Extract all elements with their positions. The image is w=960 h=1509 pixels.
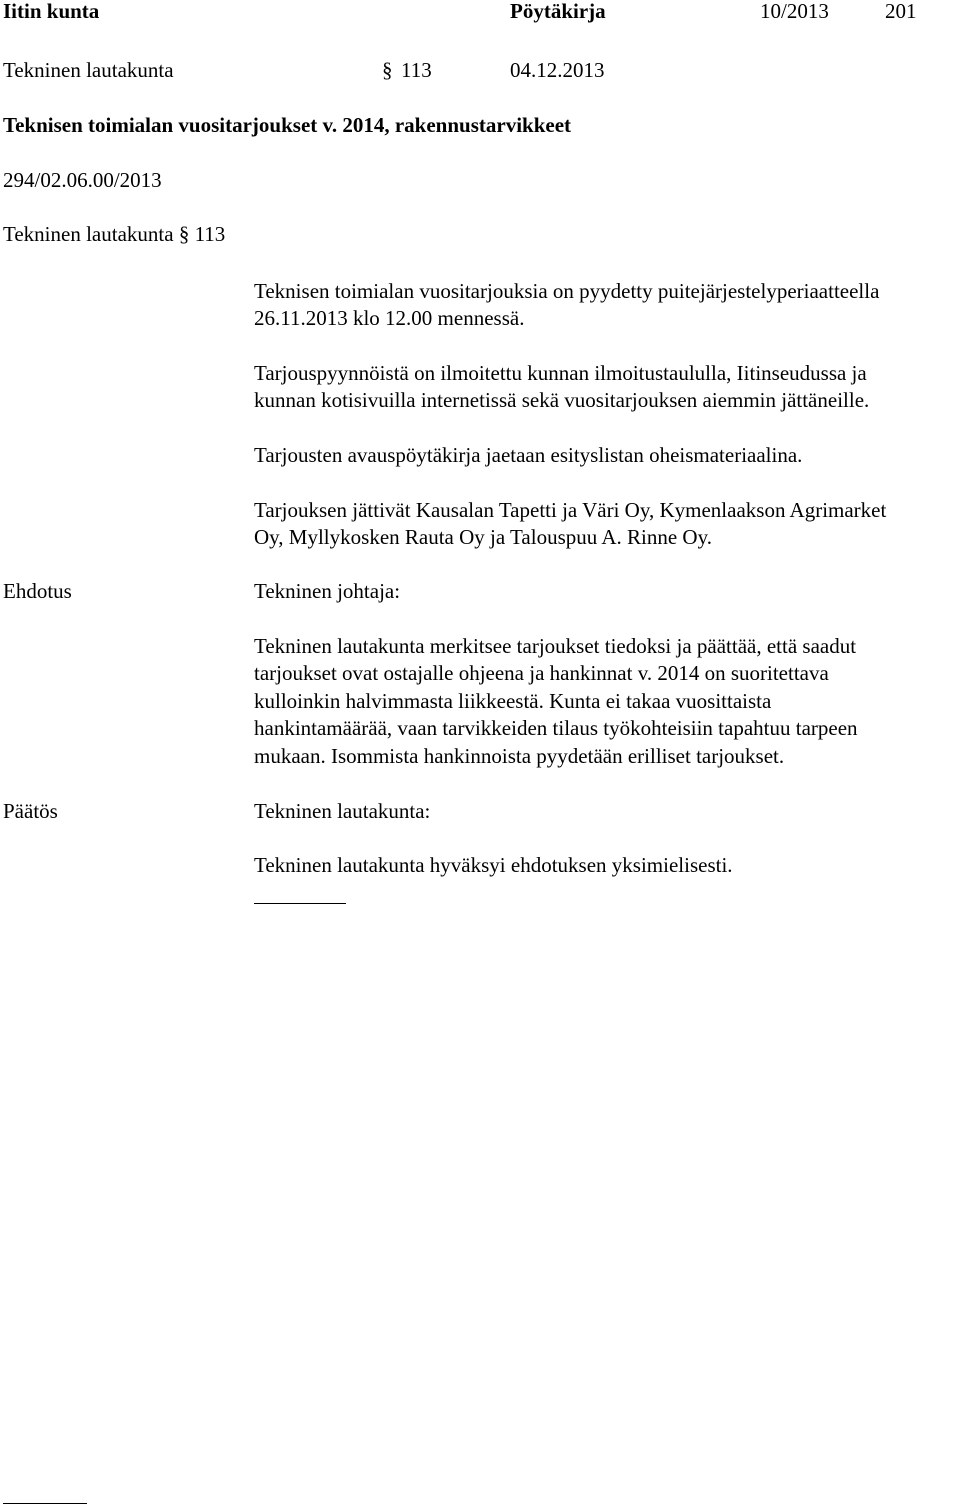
document-number: 10/2013	[760, 0, 829, 23]
proposal-speaker: Tekninen johtaja:	[254, 579, 401, 603]
proposal-line-3: kulloinkin halvimmasta liikkeestä. Kunta ei takaa vuosittaista	[254, 689, 772, 713]
section-symbol: §	[382, 58, 393, 82]
paragraph-4-line-1: Tarjouksen jättivät Kausalan Tapetti ja Väri Oy, Kymenlaakson Agrimarket	[254, 498, 887, 522]
decision-label: Päätös	[3, 799, 58, 823]
paragraph-4-line-2: Oy, Myllykosken Rauta Oy ja Talouspuu A. Rinne Oy.	[254, 525, 712, 549]
proposal-line-5: mukaan. Isommista hankinnoista pyydetään erilliset tarjoukset.	[254, 744, 785, 768]
document-type: Pöytäkirja	[510, 0, 606, 23]
paragraph-3: Tarjousten avauspöytäkirja jaetaan esityslistan oheismateriaalina.	[254, 443, 803, 467]
section-number: 113	[401, 58, 432, 82]
header-committee: Tekninen lautakunta	[3, 58, 174, 82]
paragraph-2-line-1: Tarjouspyynnöistä on ilmoitettu kunnan ilmoitustaululla, Iitinseudussa ja	[254, 361, 867, 385]
paragraph-1-line-2: 26.11.2013 klo 12.00 mennessä.	[254, 306, 525, 330]
proposal-line-4: hankintamäärää, vaan tarvikkeiden tilaus työkohteisiin tapahtuu tarpeen	[254, 716, 858, 740]
decision-speaker: Tekninen lautakunta:	[254, 799, 431, 823]
meeting-date: 04.12.2013	[510, 58, 605, 82]
section-number-2: 113	[194, 222, 226, 246]
committee-line	[3, 221, 225, 248]
proposal-line-2: tarjoukset ovat ostajalle ohjeena ja hankinnat v. 2014 on suoritettava	[254, 661, 829, 685]
page-number: 201	[885, 0, 917, 23]
decision-text: Tekninen lautakunta hyväksyi ehdotuksen yksimielisesti.	[254, 853, 733, 877]
section-end-rule	[254, 903, 346, 904]
paragraph-1-line-1: Teknisen toimialan vuositarjouksia on pyydetty puitejärjestelyperiaatteella	[254, 279, 880, 303]
municipality-name: Iitin kunta	[3, 0, 100, 23]
paragraph-2-line-2: kunnan kotisivuilla internetissä sekä vuositarjouksen aiemmin jättäneille.	[254, 388, 870, 412]
committee-name: Tekninen lautakunta	[3, 222, 174, 246]
record-id: 294/02.06.00/2013	[3, 168, 162, 192]
proposal-label: Ehdotus	[3, 579, 72, 603]
section-symbol-2: §	[178, 222, 190, 246]
agenda-title: Teknisen toimialan vuositarjoukset v. 2014, rakennustarvikkeet	[3, 113, 572, 137]
proposal-line-1: Tekninen lautakunta merkitsee tarjoukset tiedoksi ja päättää, että saadut	[254, 634, 857, 658]
footnote-rule	[3, 1503, 87, 1504]
